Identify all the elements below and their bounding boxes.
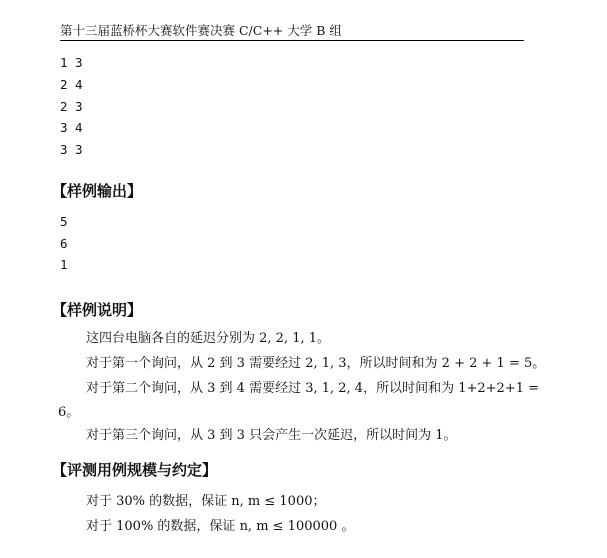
output-line: 6 (60, 236, 68, 251)
output-line: 5 (60, 214, 68, 229)
explanation-line: 这四台电脑各自的延迟分别为 2, 2, 1, 1。 (86, 331, 331, 346)
input-line: 2 4 (60, 77, 83, 92)
explanation-line: 对于第三个询问，从 3 到 3 只会产生一次延迟，所以时间为 1。 (86, 428, 457, 443)
constraint-line: 对于 30% 的数据，保证 n, m ≤ 1000； (86, 494, 326, 509)
output-line: 1 (60, 257, 68, 272)
explanation-line: 6。 (58, 405, 80, 420)
input-line: 2 3 (60, 99, 83, 114)
constraint-line: 对于 100% 的数据，保证 n, m ≤ 100000 。 (86, 519, 355, 534)
sample-output-title: 【样例输出】 (52, 182, 143, 200)
explanation-line: 对于第二个询问，从 3 到 4 需要经过 3, 1, 2, 4，所以时间和为 1+2+2+1 = (86, 381, 540, 396)
sample-explanation-title: 【样例说明】 (52, 301, 143, 319)
constraints-title: 【评测用例规模与约定】 (52, 461, 218, 479)
header-rule (60, 40, 524, 41)
input-line: 1 3 (60, 55, 83, 70)
page-header: 第十三届蓝桥杯大赛软件赛决赛 C/C++ 大学 B 组 (60, 23, 342, 38)
input-line: 3 3 (60, 142, 83, 157)
explanation-line: 对于第一个询问，从 2 到 3 需要经过 2, 1, 3，所以时间和为 2 + 2 + 1 = 5。 (86, 356, 546, 371)
input-line: 3 4 (60, 120, 83, 135)
